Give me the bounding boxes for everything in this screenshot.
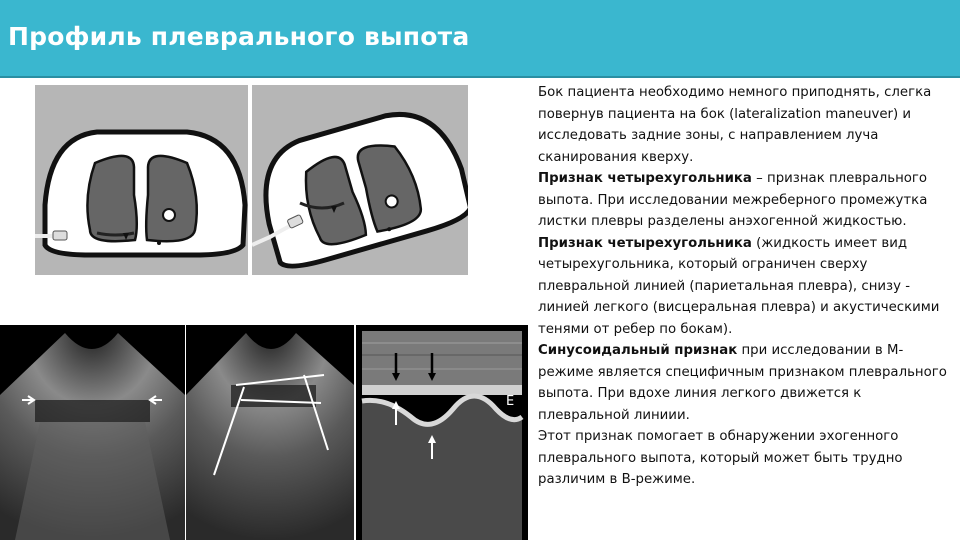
paragraph-quad-sign-description: Признак четырехугольника (жидкость имеет вид четырехугольника, который ограничен сверху плевральной линией (париетальная плевра), снизу - линией легкого (висцеральная плевра) и акустическими тенями от ребер по бокам). [538,235,940,337]
paragraph-sinusoid-sign: Синусоидальный признак при исследовании в М-режиме является специфичным признаком плеврального выпота. При вдохе линия легкого движется к плевральной линиии. [538,343,947,423]
paragraph-lateralization: Бок пациента необходимо немного приподнять, слегка повернув пациента на бок (lateralization maneuver) и исследовать задние зоны, с направлением луча сканирования кверху. [538,85,932,165]
slide-title: Профиль плеврального выпота [8,22,470,51]
ultrasound-mmode-graphic [356,325,528,540]
description-text [538,82,954,491]
ultrasound-bmode-quad-sign [186,325,354,540]
mmode-label-e: E [506,394,515,409]
supine-diagram-graphic [35,85,248,275]
chest-cross-section-supine-diagram [35,85,248,275]
ultrasound-mmode-sinusoid-sign [356,325,528,540]
ultrasound-bmode-quad-sign-graphic [186,325,354,540]
paragraph-echogenic-effusion: Этот признак помогает в обнаружении эхогенного плеврального выпота, который может быть трудно различим в В-режиме. [538,429,903,487]
paragraph-quad-sign-definition: Признак четырехугольника – признак плеврального выпота. При исследовании межреберного промежутка листки плевры разделены анэхогенной жидкостью. [538,171,928,229]
ultrasound-bmode-arrows-graphic [0,325,185,540]
lateral-diagram-graphic [252,85,468,275]
chest-cross-section-lateral-diagram [252,85,468,275]
ultrasound-bmode-arrows [0,325,185,540]
title-bar [0,0,960,78]
